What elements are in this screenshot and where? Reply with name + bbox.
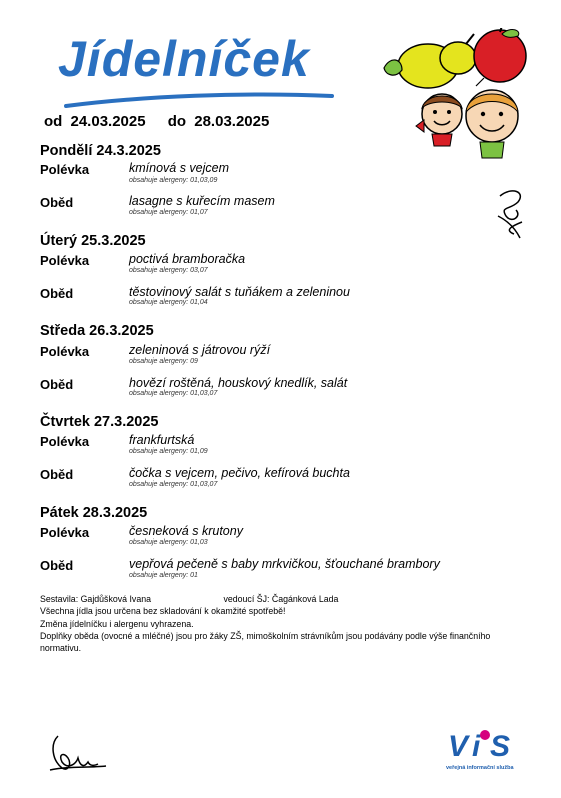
lunch-label: Oběd	[40, 195, 74, 210]
from-date: 24.03.2025	[70, 113, 146, 130]
soup-label: Polévka	[40, 434, 90, 449]
soup-allergens: obsahuje alergeny: 01,09	[129, 448, 208, 455]
vis-logo-mark	[446, 728, 532, 762]
soup-allergens: obsahuje alergeny: 09	[129, 358, 198, 365]
soup-allergens: obsahuje alergeny: 01,03	[129, 539, 208, 546]
vis-tagline: veřejná informační služba	[446, 765, 514, 771]
date-range	[44, 113, 273, 130]
day-heading: Čtvrtek 27.3.2025	[40, 414, 159, 430]
soup-dish: kmínová s vejcem	[129, 161, 230, 175]
soup-dish: česneková s krutony	[129, 524, 243, 538]
soup-label: Polévka	[40, 525, 90, 540]
day-heading: Středa 26.3.2025	[40, 323, 154, 339]
vis-logo	[446, 728, 536, 771]
note-supplements: Doplňky oběda (ovocné a mléčné) jsou pro žáky ZŠ, mimoškolním strávníkům jsou podávány podle výše finančního normativu.	[40, 630, 491, 654]
soup-dish: poctivá bramboračka	[129, 252, 246, 266]
menu-title: Jídelníček	[58, 31, 310, 87]
lunch-allergens: obsahuje alergeny: 01,03,07	[129, 390, 218, 397]
lunch-allergens: obsahuje alergeny: 01,07	[129, 209, 208, 216]
svg-text:i: i	[472, 730, 481, 762]
lunch-dish: vepřová pečeně s baby mrkvičkou, šťouchané brambory	[129, 557, 440, 571]
svg-text:S: S	[490, 730, 511, 762]
kids-fruit-illustration	[380, 28, 550, 168]
lunch-label: Oběd	[40, 558, 74, 573]
signature-mark-bottom	[48, 730, 108, 776]
title-underline-swoosh	[64, 90, 334, 110]
author: Sestavila: Gajdůšková Ivana	[40, 594, 152, 604]
day-heading: Pátek 28.3.2025	[40, 505, 148, 521]
lunch-label: Oběd	[40, 286, 74, 301]
soup-allergens: obsahuje alergeny: 03,07	[129, 267, 208, 274]
day-heading: Pondělí 24.3.2025	[40, 143, 161, 159]
day-heading: Úterý 25.3.2025	[40, 233, 146, 249]
lunch-dish: hovězí roštěná, houskový knedlík, salát	[129, 376, 348, 390]
signature-mark	[492, 186, 532, 246]
soup-allergens: obsahuje alergeny: 01,03,09	[129, 177, 218, 184]
soup-dish: zeleninová s játrovou rýží	[129, 343, 271, 357]
soup-dish: frankfurtská	[129, 433, 195, 447]
to-label: do	[167, 113, 187, 130]
lunch-label: Oběd	[40, 377, 74, 392]
from-label: od	[44, 113, 63, 130]
footer-notes	[40, 593, 510, 654]
lunch-dish: lasagne s kuřecím masem	[129, 194, 275, 208]
note-change: Změna jídelníčku i alergenu vyhrazena.	[40, 618, 194, 629]
lunch-allergens: obsahuje alergeny: 01,03,07	[129, 481, 218, 488]
note-storage: Všechna jídla jsou určena bez skladování k okamžité spotřebě!	[40, 606, 286, 617]
svg-text:V: V	[448, 730, 469, 762]
kitchen-manager: vedoucí ŠJ: Čagánková Lada	[223, 594, 339, 604]
lunch-dish: těstovinový salát s tuňákem a zeleninou	[129, 285, 350, 299]
soup-label: Polévka	[40, 344, 90, 359]
soup-label: Polévka	[40, 253, 90, 268]
soup-label: Polévka	[40, 162, 90, 177]
lunch-allergens: obsahuje alergeny: 01	[129, 572, 198, 579]
lunch-dish: čočka s vejcem, pečivo, kefírová buchta	[129, 466, 350, 480]
lunch-allergens: obsahuje alergeny: 01,04	[129, 299, 208, 306]
lunch-label: Oběd	[40, 467, 74, 482]
to-date: 28.03.2025	[194, 113, 270, 130]
